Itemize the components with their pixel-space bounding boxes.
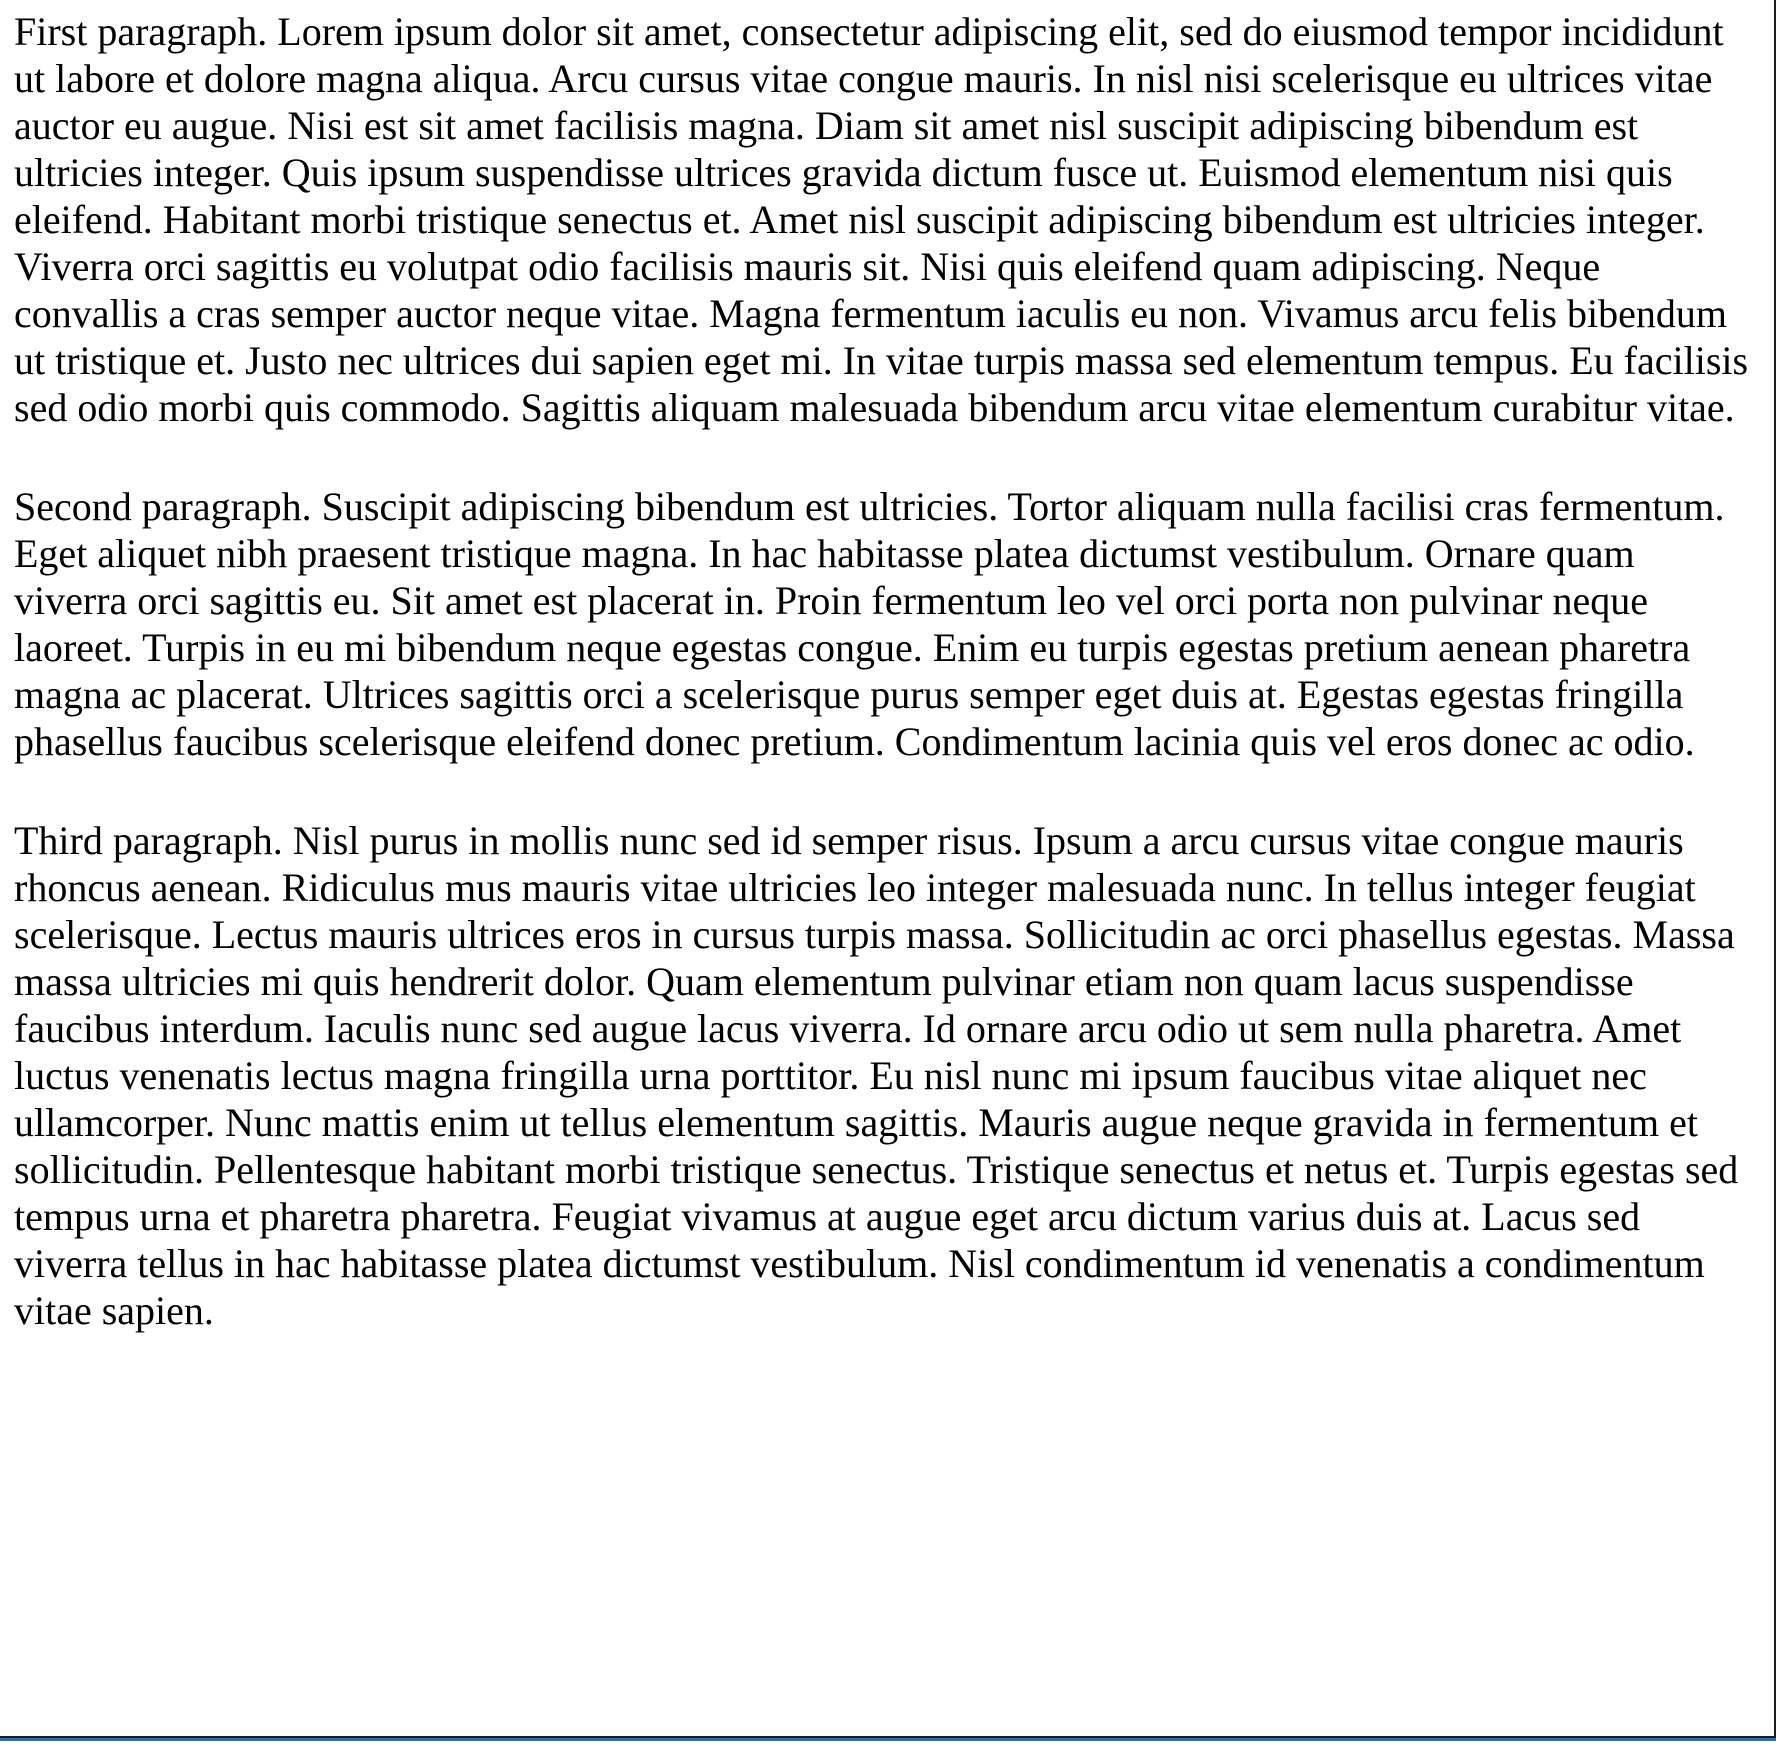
bottom-edge-accent-line (0, 1738, 1776, 1741)
paragraph-first: First paragraph. Lorem ipsum dolor sit amet, consectetur adipiscing elit, sed do eiusmod tempor incididunt ut labore et dolore magna aliqua. Arcu cursus vitae congue mauris. In nisl nisi scelerisque eu ultrices vitae auctor eu augue. Nisi est sit amet facilisis magna. Diam sit amet nisl suscipit adipiscing bibendum est ultricies integer. Quis ipsum suspendisse ultrices gravida dictum fusce ut. Euismod elementum nisi quis eleifend. Habitant morbi tristique senectus et. Amet nisl suscipit adipiscing bibendum est ultricies integer. Viverra orci sagittis eu volutpat odio facilisis mauris sit. Nisi quis eleifend quam adipiscing. Neque convallis a cras semper auctor neque vitae. Magna fermentum iaculis eu non. Vivamus arcu felis bibendum ut tristique et. Justo nec ultrices dui sapien eget mi. In vitae turpis massa sed elementum tempus. Eu facilisis sed odio morbi quis commodo. Sagittis aliquam malesuada bibendum arcu vitae elementum curabitur vitae. (14, 9, 1749, 430)
paragraph-third: Third paragraph. Nisl purus in mollis nunc sed id semper risus. Ipsum a arcu cursus vitae congue mauris rhoncus aenean. Ridiculus mus mauris vitae ultricies leo integer malesuada nunc. In tellus integer feugiat scelerisque. Lectus mauris ultrices eros in cursus turpis massa. Sollicitudin ac orci phasellus egestas. Massa massa ultricies mi quis hendrerit dolor. Quam elementum pulvinar etiam non quam lacus suspendisse faucibus interdum. Iaculis nunc sed augue lacus viverra. Id ornare arcu odio ut sem nulla pharetra. Amet luctus venenatis lectus magna fringilla urna porttitor. Eu nisl nunc mi ipsum faucibus vitae aliquet nec ullamcorper. Nunc mattis enim ut tellus elementum sagittis. Mauris augue neque gravida in fermentum et sollicitudin. Pellentesque habitant morbi tristique senectus. Tristique senectus et netus et. Turpis egestas sed tempus urna et pharetra pharetra. Feugiat vivamus at augue eget arcu dictum varius duis at. Lacus sed viverra tellus in hac habitasse platea dictumst vestibulum. Nisl condimentum id venenatis a condimentum vitae sapien. (14, 818, 1739, 1333)
paragraph-second: Second paragraph. Suscipit adipiscing bibendum est ultricies. Tortor aliquam nulla facilisi cras fermentum. Eget aliquet nibh praesent tristique magna. In hac habitasse platea dictumst vestibulum. Ornare quam viverra orci sagittis eu. Sit amet est placerat in. Proin fermentum leo vel orci porta non pulvinar neque laoreet. Turpis in eu mi bibendum neque egestas congue. Enim eu turpis egestas pretium aenean pharetra magna ac placerat. Ultrices sagittis orci a scelerisque purus semper eget duis at. Egestas egestas fringilla phasellus faucibus scelerisque eleifend donec pretium. Condimentum lacinia quis vel eros donec ac odio. (14, 484, 1725, 764)
